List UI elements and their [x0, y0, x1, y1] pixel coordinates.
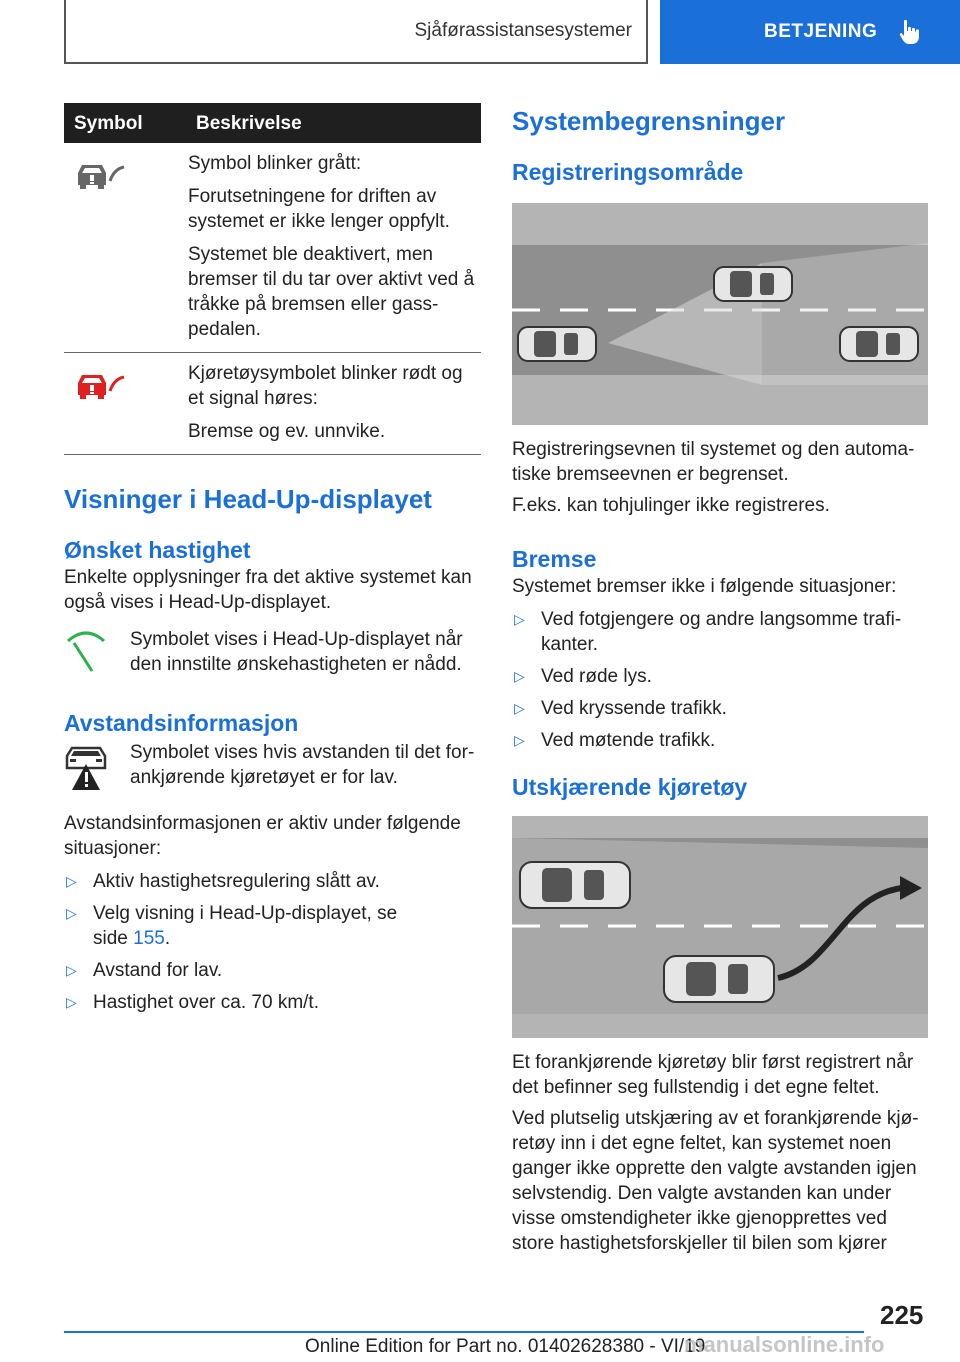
speed-needle-icon	[64, 627, 108, 677]
table-row	[64, 143, 481, 353]
paragraph: Ved plutselig utskjæring av et forankjørende kjøretøy inn i det egne feltet, kan systemet noen ganger ikke opprette den valgte avstanden igjen selvstendig. Den valgte avstanden kan under visse omstendigheter ikke gjenopprettes ved store hastighetsforskjeller til bilen som kjører	[512, 1108, 919, 1254]
table-header-symbol: Symbol	[64, 103, 188, 143]
running-header-chapter	[660, 0, 960, 64]
paragraph: Enkelte opplysninger fra det aktive systemet kan også vises i Head-Up-displayet.	[64, 567, 472, 613]
edition-info: Online Edition for Part no. 01402628380 - VI/19	[305, 1336, 706, 1357]
distance-warning-icon	[64, 740, 114, 792]
heading-system-limits: Systembegrensninger	[512, 106, 786, 136]
paragraph: Registreringsevnen til systemet og den automatiske bremseevnen er begrenset.	[512, 439, 915, 485]
road-diagram	[512, 203, 928, 425]
cut-in-road-diagram	[512, 816, 928, 1038]
car-middle	[714, 267, 792, 301]
heading-brake: Bremse	[512, 546, 597, 572]
running-header-section	[64, 0, 648, 64]
paragraph: Avstandsinformasjonen er aktiv under følgende situasjoner:	[64, 813, 461, 859]
brake-exceptions-list	[512, 607, 928, 753]
table-text: Systemet ble deaktivert, men bremser til du tar over aktivt ved å tråkke på bremsen eller gasspedalen.	[188, 244, 475, 340]
car-warning-gray-icon	[76, 157, 128, 191]
right-column	[512, 103, 928, 1256]
paragraph: F.eks. kan tohjulinger ikke registreres.	[512, 495, 830, 516]
car-own	[664, 956, 774, 1002]
paragraph: Symbolet vises hvis avstanden til det forankjørende kjøretøyet er for lav.	[130, 742, 475, 788]
section-title: Sjåførassistansesystemer	[414, 20, 632, 41]
hud-speed-symbol-row	[64, 627, 481, 682]
list-item: ▷ Aktiv hastighetsregulering slått av.	[66, 871, 380, 892]
car-front-right	[840, 327, 918, 361]
table-row	[64, 353, 481, 455]
heading-distance-info: Avstandsinformasjon	[64, 710, 299, 736]
table-text: Kjøretøysymbolet blinker rødt og et signal høres:	[188, 363, 463, 409]
paragraph: Systemet bremser ikke i følgende situasjoner:	[512, 576, 897, 597]
heading-detection-range: Registreringsområde	[512, 159, 744, 185]
list-item: ▷ Avstand for lav.	[66, 960, 223, 981]
heading-hud: Visninger i Head-Up-displayet	[64, 484, 432, 514]
hand-pointer-icon	[899, 19, 921, 45]
table-header-description: Beskrivelse	[188, 103, 481, 143]
hud-distance-symbol-row	[64, 740, 481, 797]
list-item: ▷ Hastighet over ca. 70 km/t.	[66, 992, 319, 1013]
list-item: ▷ Ved røde lys.	[514, 666, 652, 687]
car-front-left	[518, 327, 596, 361]
page-link[interactable]: 155	[133, 928, 165, 949]
list-item: ▷ Ved kryssende trafikk.	[514, 698, 727, 719]
distance-conditions-list	[64, 869, 481, 1015]
left-column	[64, 103, 481, 1022]
table-text: Symbol blinker grått:	[188, 153, 362, 174]
table-text: Forutsetningene for driften av systemet er ikke lenger oppfylt.	[188, 186, 450, 232]
paragraph: Symbolet vises i Head-Up-displayet når den innstilte ønskehastigheten er nådd.	[130, 629, 463, 675]
symbol-table	[64, 103, 481, 455]
list-item: ▷ Ved møtende trafikk.	[514, 730, 716, 751]
page-number: 225	[880, 1300, 924, 1330]
table-text: Bremse og ev. unnvike.	[188, 421, 386, 442]
heading-cut-in-vehicle: Utskjærende kjøretøy	[512, 774, 748, 800]
heading-desired-speed: Ønsket hastighet	[64, 537, 251, 563]
car-warning-red-icon	[76, 367, 128, 401]
paragraph: Et forankjørende kjøretøy blir først registrert når det befinner seg fullstendig i det egne feltet.	[512, 1052, 914, 1098]
watermark: manualsonline.info	[684, 1332, 885, 1357]
cut-in-illustration	[512, 816, 928, 1038]
chapter-title: BETJENING	[764, 21, 878, 42]
list-item: ▷ Velg visning i Head-Up-displayet, se side 155.	[66, 903, 398, 949]
car-cut-in	[520, 862, 630, 908]
detection-range-illustration	[512, 203, 928, 425]
list-item: ▷ Ved fotgjengere og andre langsomme trafikanter.	[514, 609, 902, 655]
